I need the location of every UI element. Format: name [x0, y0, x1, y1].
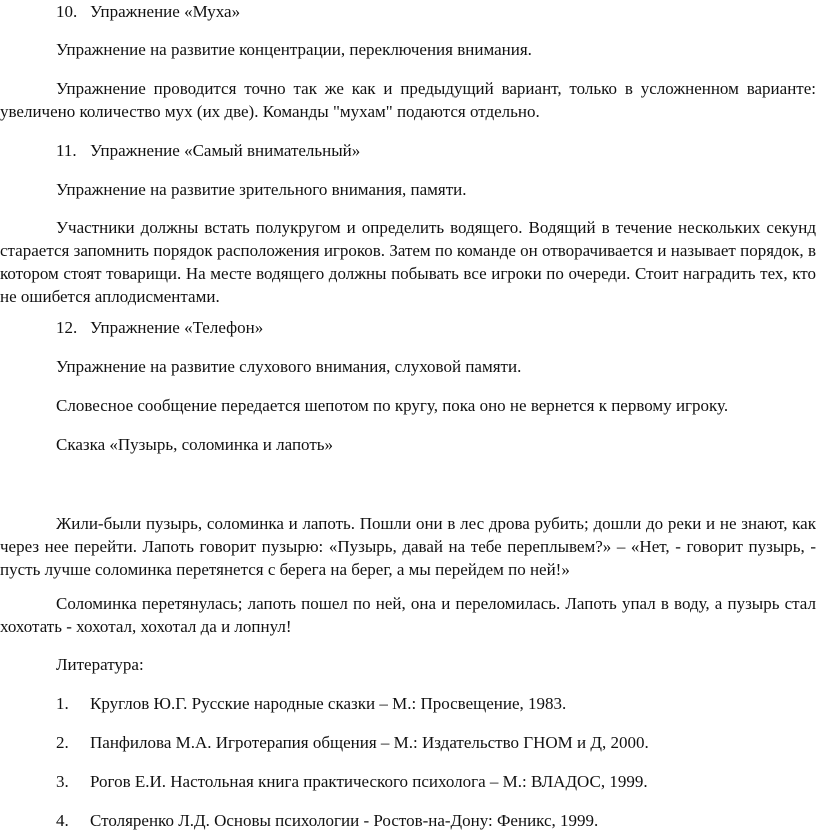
literature-item-number: 3.: [56, 772, 69, 791]
exercise-10-title: Упражнение «Муха»: [90, 2, 241, 21]
exercise-12-heading: [56, 316, 816, 339]
literature-item-text: Столяренко Л.Д. Основы психологии - Ростов-на-Дону: Феникс, 1999.: [90, 811, 599, 830]
literature-item-text: Панфилова М.А. Игротерапия общения – М.: Издательство ГНОМ и Д, 2000.: [90, 733, 649, 752]
tale-paragraph-2: Соломинка перетянулась; лапоть пошел по ней, она и переломилась. Лапоть упал в воду, а пузырь стал хохотать - хохотал, хохотал да и лопнул!: [0, 594, 816, 636]
exercise-12-number: 12.: [56, 318, 78, 337]
literature-item-text: Рогов Е.И. Настольная книга практического психолога – М.: ВЛАДОС, 1999.: [90, 772, 648, 791]
exercise-10-number: 10.: [56, 2, 78, 21]
tale-title: Сказка «Пузырь, соломинка и лапоть»: [56, 435, 334, 454]
exercise-12-title: Упражнение «Телефон»: [90, 318, 264, 337]
literature-item: [56, 809, 816, 832]
exercise-11-purpose: Упражнение на развитие зрительного внимания, памяти.: [56, 180, 467, 199]
exercise-11-heading: [56, 139, 816, 162]
exercise-12-purpose: Упражнение на развитие слухового внимания, слуховой памяти.: [56, 357, 522, 376]
tale-paragraph-1: Жили-были пузырь, соломинка и лапоть. Пошли они в лес дрова рубить; дошли до реки и не знают, как через нее перейти. Лапоть говорит пузырю: «Пузырь, давай на тебе переплывем?» – «Нет, - говорит пузырь, - пусть лучше соломинка перетянется с берега на берег, а мы перейдем по ней!»: [0, 514, 816, 579]
exercise-10-purpose: Упражнение на развитие концентрации, переключения внимания.: [56, 40, 532, 59]
literature-item: [56, 770, 816, 793]
exercise-10-heading: [56, 0, 816, 23]
literature-item-number: 2.: [56, 733, 69, 752]
exercise-11-body: Участники должны встать полукругом и определить водящего. Водящий в течение нескольких секунд старается запомнить порядок расположения игроков. Затем по команде он отворачивается и называет порядок, в котором стоят товарищи. На месте водящего должны побывать все игроки по очереди. Стоит наградить тех, кто не ошибется аплодисментами.: [0, 218, 816, 306]
exercise-11-number: 11.: [56, 141, 77, 160]
exercise-11-title: Упражнение «Самый внимательный»: [90, 141, 361, 160]
exercise-10-body: Упражнение проводится точно так же как и предыдущий вариант, только в усложненном варианте: увеличено количество мух (их две). Команды "мухам" подаются отдельно.: [0, 79, 816, 121]
literature-item: [56, 692, 816, 715]
literature-item-number: 1.: [56, 694, 69, 713]
literature-item-number: 4.: [56, 811, 69, 830]
literature-item-text: Круглов Ю.Г. Русские народные сказки – М.: Просвещение, 1983.: [90, 694, 567, 713]
exercise-12-body: Словесное сообщение передается шепотом по кругу, пока оно не вернется к первому игроку.: [56, 396, 729, 415]
literature-item: [56, 731, 816, 754]
literature-heading: Литература:: [56, 655, 144, 674]
